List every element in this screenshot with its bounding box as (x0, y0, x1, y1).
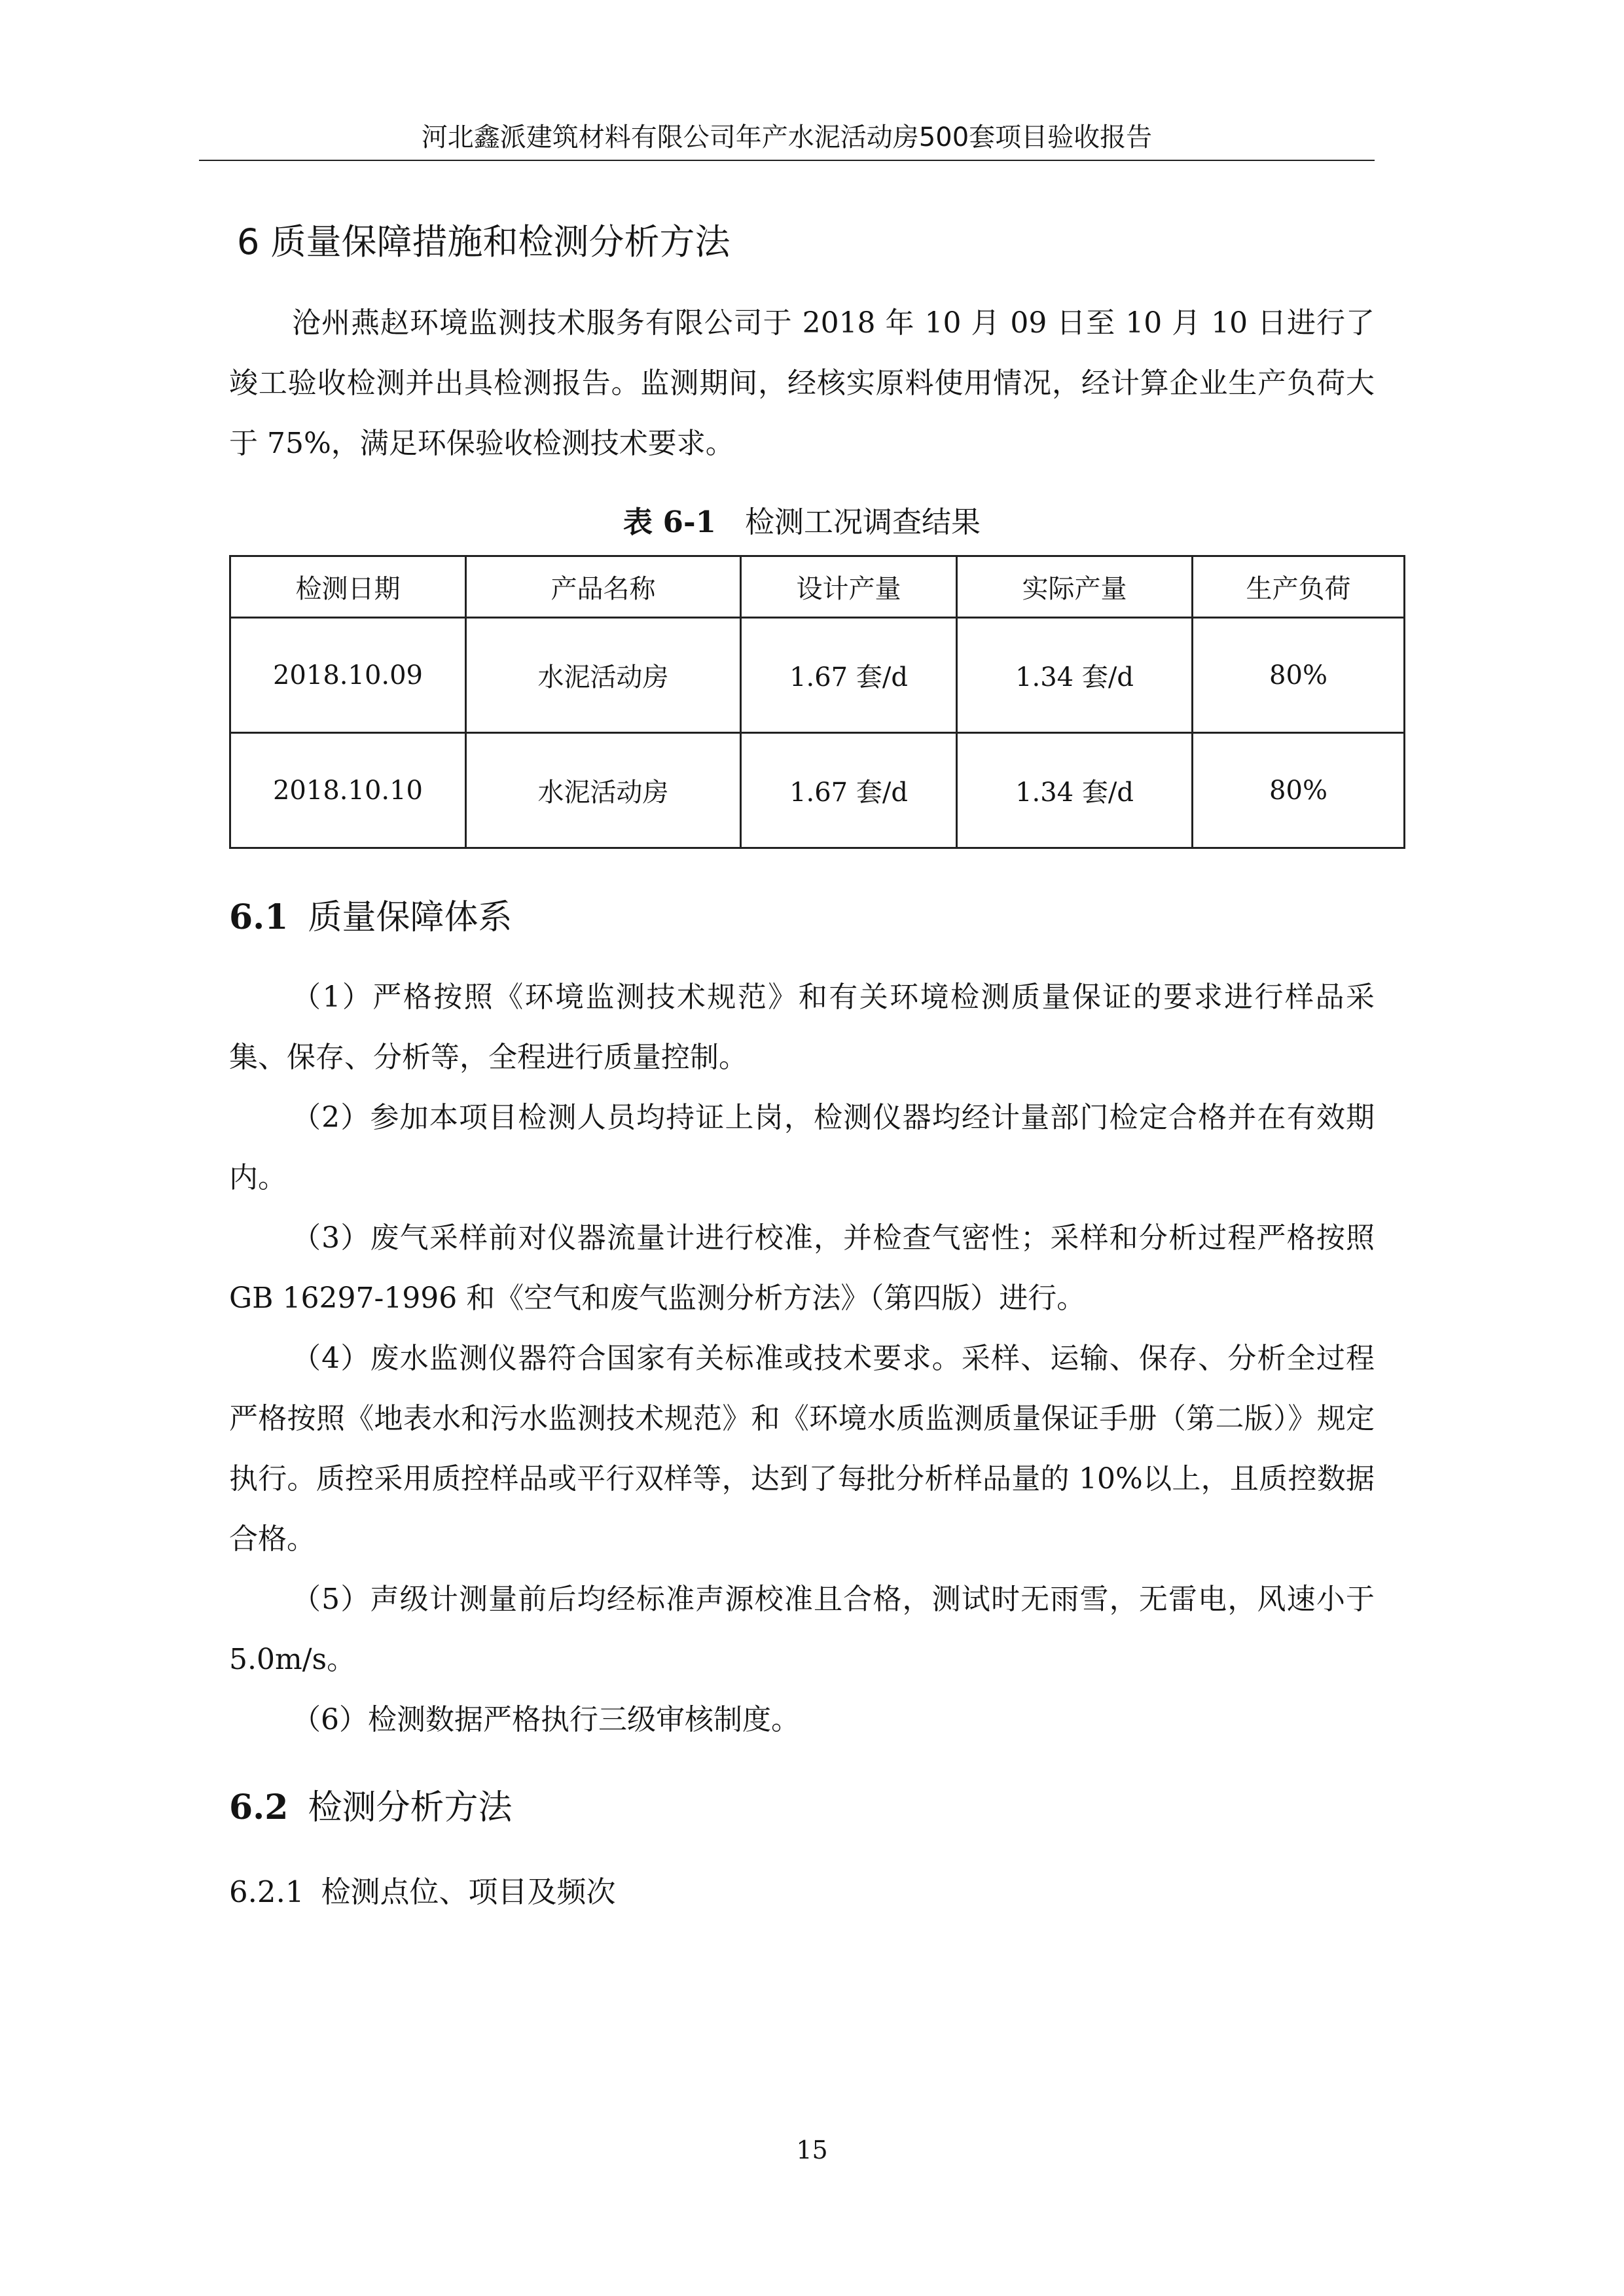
page-number: 15 (796, 2136, 828, 2164)
section-title: 6 质量保障措施和检测分析方法 (237, 221, 731, 262)
table-row (230, 618, 1405, 733)
section-title-text: 质量保障体系 (308, 898, 513, 937)
header-rule (199, 160, 1375, 161)
table-caption (229, 496, 1375, 548)
section-number: 6.1 (229, 897, 289, 937)
table-cell: 2018.10.10 (230, 733, 466, 848)
table-cell: 1.67 套/d (741, 733, 957, 848)
table-header-cell: 生产负荷 (1193, 556, 1405, 618)
table-header-cell: 设计产量 (741, 556, 957, 618)
section-number: 6.2.1 (229, 1874, 304, 1909)
table-cell: 1.34 套/d (957, 618, 1193, 733)
table-cell: 1.34 套/d (957, 733, 1193, 848)
table-cell: 80% (1193, 733, 1405, 848)
table-cell: 水泥活动房 (466, 618, 741, 733)
section-title-text: 检测点位、项目及频次 (321, 1874, 616, 1909)
section-title-text: 检测分析方法 (308, 1788, 513, 1827)
page-header: 河北鑫派建筑材料有限公司年产水泥活动房500套项目验收报告 (421, 122, 1153, 152)
qa-item: （5）声级计测量前后均经标准声源校准且合格，测试时无雨雪，无雷电，风速小于 5.0m/s。 (229, 1583, 1375, 1676)
table-header-cell: 实际产量 (957, 556, 1193, 618)
qa-item: （2）参加本项目检测人员均持证上岗，检测仪器均经计量部门检定合格并在有效期内。 (229, 1101, 1375, 1194)
table-row (230, 733, 1405, 848)
workload-table (229, 555, 1405, 849)
table-caption-text: 检测工况调查结果 (744, 505, 981, 539)
table-caption-number: 表 6-1 (623, 505, 716, 539)
qa-item: （6）检测数据严格执行三级审核制度。 (292, 1703, 800, 1736)
section-6-2-heading (229, 1782, 512, 1834)
section-6-2-1-heading (229, 1869, 616, 1915)
table-header-cell: 检测日期 (230, 556, 466, 618)
section-number: 6.2 (229, 1787, 289, 1827)
table-cell: 1.67 套/d (741, 618, 957, 733)
table-header-row (230, 556, 1405, 618)
qa-item: （4）废水监测仪器符合国家有关标准或技术要求。采样、运输、保存、分析全过程严格按照《地表水和污水监测技术规范》和《环境水质监测质量保证手册（第二版）》规定执行。质控采用质控样品或平行双样等，达到了每批分析样品量的 10%以上，且质控数据合格。 (229, 1342, 1375, 1556)
section-6-1-heading (229, 891, 512, 944)
table-cell: 2018.10.09 (230, 618, 466, 733)
table-cell: 水泥活动房 (466, 733, 741, 848)
table-cell: 80% (1193, 618, 1405, 733)
intro-paragraph: 沧州燕赵环境监测技术服务有限公司于 2018 年 10 月 09 日至 10 月 10 日进行了竣工验收检测并出具检测报告。监测期间，经核实原料使用情况，经计算企业生产负荷大于 75%，满足环保验收检测技术要求。 (229, 306, 1375, 460)
qa-item: （3）废气采样前对仪器流量计进行校准，并检查气密性；采样和分析过程严格按照 GB 16297-1996 和《空气和废气监测分析方法》（第四版）进行。 (229, 1221, 1375, 1315)
table-header-cell: 产品名称 (466, 556, 741, 618)
qa-list (229, 967, 1375, 1750)
qa-item: （1）严格按照《环境监测技术规范》和有关环境检测质量保证的要求进行样品采集、保存、分析等，全程进行质量控制。 (229, 980, 1375, 1074)
